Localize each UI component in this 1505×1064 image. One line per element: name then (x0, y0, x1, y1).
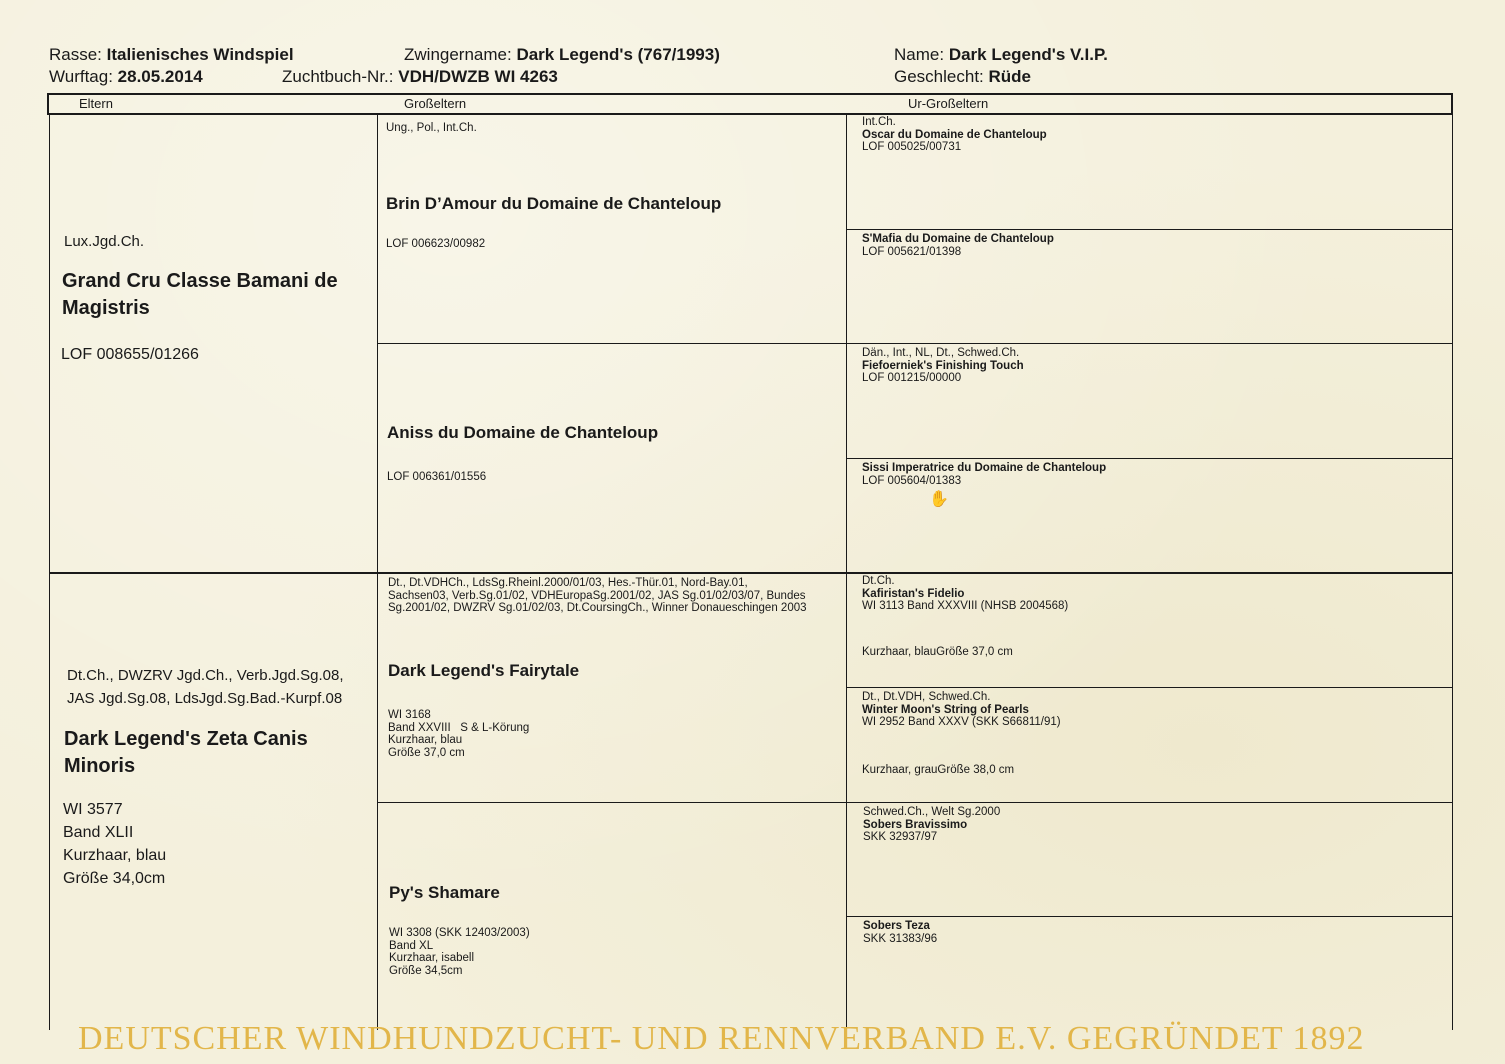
grandparent-3-details (388, 709, 838, 759)
great-grandparent-3 (862, 347, 1442, 385)
great-grandparent-7-registration: SKK 32937/97 (863, 831, 938, 843)
studbook-value: VDH/DWZB WI 4263 (398, 67, 558, 86)
hand-cursor-icon: ✋ (929, 491, 949, 508)
great-grandparent-5-name: Kafiristan's Fidelio (862, 587, 965, 600)
great-grandparent-6-name: Winter Moon's String of Pearls (862, 703, 1029, 716)
kennel-field (404, 45, 720, 65)
great-grandparent-1-titles: Int.Ch. (862, 116, 896, 128)
grandparent-3-coat: Kurzhaar, blau (388, 734, 463, 746)
grandparent-4-registration: WI 3308 (SKK 12403/2003) (389, 927, 530, 939)
col-header-great-grandparents: Ur-Großeltern (908, 96, 989, 111)
great-grandparent-5-coat: Kurzhaar, blauGröße 37,0 cm (862, 646, 1013, 658)
great-grandparent-2 (862, 233, 1442, 258)
great-grandparent-2-name: S'Mafia du Domaine de Chanteloup (862, 233, 1054, 245)
grandparent-1-name: Brin D’Amour du Domaine de Chanteloup (386, 194, 722, 213)
dog-name-value: Dark Legend's V.I.P. (948, 45, 1108, 64)
great-grandparent-4-name: Sissi Imperatrice du Domaine de Chanteloup (862, 462, 1107, 474)
sex-value: Rüde (988, 67, 1031, 86)
grandparent-4-coat: Kurzhaar, isabell (389, 952, 475, 964)
great-grandparent-2-registration: LOF 005621/01398 (862, 245, 962, 258)
col-header-parents: Eltern (79, 96, 113, 111)
grandparent-1-titles: Ung., Pol., Int.Ch. (386, 122, 477, 134)
great-grandparent-1 (862, 116, 1442, 154)
grandparent-1-registration: LOF 006623/00982 (386, 238, 486, 250)
grandparent-3-titles: Dt., Dt.VDHCh., LdsSg.Rheinl.2000/01/03, Hes.-Thür.01, Nord-Bay.01, Sachsen03, Verb.Sg.01/02, VDHEuropaSg.2001/02, JAS Sg.01/02/03/07, Bundes Sg.2001/02, DWZRV Sg.01/02/03, Dt.CoursingCh., Winner Donaueschingen 2003 (388, 577, 807, 614)
great-grandparent-6-titles: Dt., Dt.VDH, Schwed.Ch. (862, 691, 991, 703)
great-grandparent-5-titles: Dt.Ch. (862, 575, 895, 587)
parent-sire-registration: LOF 008655/01266 (61, 346, 199, 363)
great-grandparent-6-registration: WI 2952 Band XXXV (SKK S66811/91) (862, 716, 1061, 728)
breed-field (49, 45, 294, 65)
great-grandparent-5-registration: WI 3113 Band XXXVIII (NHSB 2004568) (862, 600, 1069, 612)
parent-dam-titles: Dt.Ch., DWZRV Jgd.Ch., Verb.Jgd.Sg.08, JAS Jgd.Sg.08, LdsJgd.Sg.Bad.-Kurpf.08 (67, 667, 344, 707)
breed-value: Italienisches Windspiel (106, 45, 294, 64)
dog-name-field (894, 45, 1108, 65)
kennel-label: Zwingername: (404, 45, 512, 64)
grandparent-4-name: Py's Shamare (389, 883, 500, 902)
grandparent-3-name: Dark Legend's Fairytale (388, 661, 580, 680)
parent-dam-coat: Kurzhaar, blau (63, 847, 167, 864)
studbook-field (282, 67, 558, 87)
parent-dam-band: Band XLII (63, 824, 134, 841)
great-grandparent-7-name: Sobers Bravissimo (863, 818, 968, 831)
grandparent-3-registration: WI 3168 (388, 709, 431, 721)
grandparent-2-registration: LOF 006361/01556 (387, 471, 487, 483)
great-grandparent-4 (862, 462, 1442, 487)
dog-name-label: Name: (894, 45, 945, 64)
great-grandparent-3-titles: Dän., Int., NL, Dt., Schwed.Ch. (862, 347, 1020, 359)
great-grandparent-4-registration: LOF 005604/01383 (862, 474, 962, 487)
grandparent-3-size: Größe 37,0 cm (388, 746, 465, 759)
parent-dam-registration: WI 3577 (63, 801, 123, 818)
parent-sire-titles: Lux.Jgd.Ch. (64, 233, 145, 250)
great-grandparent-7-titles: Schwed.Ch., Welt Sg.2000 (863, 806, 1001, 818)
sex-field (894, 67, 1031, 87)
parent-sire-name: Grand Cru Classe Bamani de Magistris (62, 270, 338, 319)
breed-label: Rasse: (49, 45, 102, 64)
grandparent-3-band: Band XXVIII S & L-Körung (388, 721, 530, 734)
great-grandparent-7 (863, 806, 1443, 844)
birthdate-value: 28.05.2014 (117, 67, 203, 86)
great-grandparent-6-coat: Kurzhaar, grauGröße 38,0 cm (862, 764, 1015, 776)
grandparent-4-band: Band XL (389, 939, 434, 952)
parent-dam-size: Größe 34,0cm (63, 870, 166, 887)
studbook-label: Zuchtbuch-Nr.: (282, 67, 394, 86)
parent-dam-details (63, 798, 363, 890)
birthdate-field (49, 67, 203, 87)
association-footer: DEUTSCHER WINDHUNDZUCHT- UND RENNVERBAND E.V. GEGRÜNDET 1892 (78, 1020, 1365, 1057)
birthdate-label: Wurftag: (49, 67, 113, 86)
grandparent-4-details (389, 927, 839, 977)
great-grandparent-1-name: Oscar du Domaine de Chanteloup (862, 128, 1047, 141)
great-grandparent-8-name: Sobers Teza (863, 920, 930, 932)
great-grandparent-3-registration: LOF 001215/00000 (862, 372, 962, 384)
great-grandparent-1-registration: LOF 005025/00731 (862, 141, 962, 153)
sex-label: Geschlecht: (894, 67, 984, 86)
col-header-grandparents: Großeltern (404, 96, 467, 111)
grandparent-4-size: Größe 34,5cm (389, 964, 463, 977)
grandparent-2-name: Aniss du Domaine de Chanteloup (387, 423, 659, 442)
great-grandparent-5 (862, 575, 1442, 613)
great-grandparent-8-registration: SKK 31383/96 (863, 932, 938, 945)
great-grandparent-6 (862, 691, 1442, 729)
kennel-value: Dark Legend's (767/1993) (516, 45, 720, 64)
great-grandparent-3-name: Fiefoerniek's Finishing Touch (862, 359, 1024, 372)
great-grandparent-8 (863, 920, 1443, 945)
parent-dam-name: Dark Legend's Zeta Canis Minoris (64, 728, 308, 777)
